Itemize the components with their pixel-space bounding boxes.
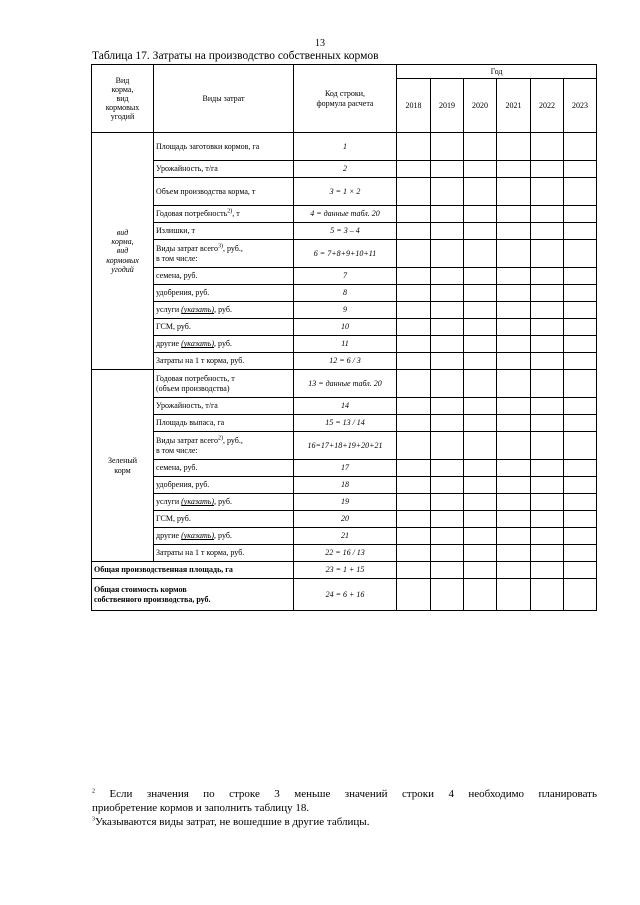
cost-type-name: ГСМ, руб. <box>154 319 294 336</box>
year-cell[interactable] <box>564 302 597 319</box>
row-code: 1 <box>294 133 397 161</box>
header-year-2022: 2022 <box>531 79 564 133</box>
row-code: 2 <box>294 161 397 178</box>
year-cell[interactable] <box>531 178 564 206</box>
year-cell[interactable] <box>497 302 531 319</box>
year-cell[interactable] <box>564 353 597 370</box>
year-cell[interactable] <box>464 460 497 477</box>
table-row <box>92 161 597 178</box>
year-cell[interactable] <box>531 370 564 398</box>
year-cell[interactable] <box>464 579 497 611</box>
year-cell[interactable] <box>464 545 497 562</box>
year-cell[interactable] <box>564 178 597 206</box>
total-name: Общая стоимость кормов собственного производства, руб. <box>92 579 294 611</box>
cost-type-name: услуги (указать), руб. <box>154 494 294 511</box>
year-cell[interactable] <box>464 477 497 494</box>
year-cell[interactable] <box>431 477 464 494</box>
year-cell[interactable] <box>431 268 464 285</box>
year-cell[interactable] <box>564 336 597 353</box>
row-code: 7 <box>294 268 397 285</box>
cost-type-name: удобрения, руб. <box>154 285 294 302</box>
table-row <box>92 268 597 285</box>
row-code: 22 = 16 / 13 <box>294 545 397 562</box>
cost-type-name: семена, руб. <box>154 268 294 285</box>
year-cell[interactable] <box>531 133 564 161</box>
year-cell[interactable] <box>397 268 431 285</box>
year-cell[interactable] <box>464 432 497 460</box>
group1-label: вид корма, вид кормовых угодий <box>92 133 154 370</box>
table-row <box>92 223 597 240</box>
year-cell[interactable] <box>431 460 464 477</box>
table-row <box>92 133 597 161</box>
table-row <box>92 336 597 353</box>
table-row <box>92 511 597 528</box>
year-cell[interactable] <box>431 302 464 319</box>
year-cell[interactable] <box>497 268 531 285</box>
year-cell[interactable] <box>564 415 597 432</box>
year-cell[interactable] <box>564 206 597 223</box>
year-cell[interactable] <box>531 302 564 319</box>
table-row <box>92 319 597 336</box>
year-cell[interactable] <box>564 477 597 494</box>
year-cell[interactable] <box>531 336 564 353</box>
year-cell[interactable] <box>397 285 431 302</box>
row-code: 19 <box>294 494 397 511</box>
year-cell[interactable] <box>497 133 531 161</box>
year-cell[interactable] <box>497 336 531 353</box>
year-cell[interactable] <box>531 579 564 611</box>
year-cell[interactable] <box>531 432 564 460</box>
footnotes <box>92 788 597 829</box>
year-cell[interactable] <box>564 494 597 511</box>
table-row <box>92 415 597 432</box>
cost-type-name: Затраты на 1 т корма, руб. <box>154 545 294 562</box>
year-cell[interactable] <box>464 268 497 285</box>
cost-type-name: Площадь заготовки кормов, га <box>154 133 294 161</box>
year-cell[interactable] <box>397 477 431 494</box>
year-cell[interactable] <box>431 579 464 611</box>
year-cell[interactable] <box>497 432 531 460</box>
year-cell[interactable] <box>531 477 564 494</box>
year-cell[interactable] <box>431 161 464 178</box>
year-cell[interactable] <box>497 460 531 477</box>
row-code: 5 = 3 – 4 <box>294 223 397 240</box>
year-cell[interactable] <box>397 415 431 432</box>
year-cell[interactable] <box>397 579 431 611</box>
year-cell[interactable] <box>531 528 564 545</box>
year-cell[interactable] <box>397 528 431 545</box>
header-year-group: Год <box>397 65 597 79</box>
row-code: 6 = 7+8+9+10+11 <box>294 240 397 268</box>
year-cell[interactable] <box>497 562 531 579</box>
row-code: 13 = данные табл. 20 <box>294 370 397 398</box>
year-cell[interactable] <box>497 477 531 494</box>
year-cell[interactable] <box>397 336 431 353</box>
year-cell[interactable] <box>464 206 497 223</box>
table-row <box>92 206 597 223</box>
year-cell[interactable] <box>531 353 564 370</box>
year-cell[interactable] <box>431 319 464 336</box>
year-cell[interactable] <box>564 319 597 336</box>
header-year-2020: 2020 <box>464 79 497 133</box>
year-cell[interactable] <box>431 511 464 528</box>
cost-type-name: удобрения, руб. <box>154 477 294 494</box>
year-cell[interactable] <box>397 133 431 161</box>
year-cell[interactable] <box>531 240 564 268</box>
year-cell[interactable] <box>397 206 431 223</box>
year-cell[interactable] <box>564 223 597 240</box>
year-cell[interactable] <box>431 133 464 161</box>
cost-type-name: Урожайность, т/га <box>154 398 294 415</box>
table-row <box>92 545 597 562</box>
table-row <box>92 432 597 460</box>
table-row <box>92 285 597 302</box>
row-code: 10 <box>294 319 397 336</box>
year-cell[interactable] <box>464 494 497 511</box>
year-cell[interactable] <box>397 370 431 398</box>
cost-type-name: Объем производства корма, т <box>154 178 294 206</box>
row-code: 4 = данные табл. 20 <box>294 206 397 223</box>
page-number: 13 <box>315 38 325 49</box>
year-cell[interactable] <box>564 398 597 415</box>
year-cell[interactable] <box>497 494 531 511</box>
header-year-2019: 2019 <box>431 79 464 133</box>
year-cell[interactable] <box>464 528 497 545</box>
year-cell[interactable] <box>397 302 431 319</box>
year-cell[interactable] <box>531 268 564 285</box>
year-cell[interactable] <box>397 178 431 206</box>
year-cell[interactable] <box>464 223 497 240</box>
row-code: 3 = 1 × 2 <box>294 178 397 206</box>
year-cell[interactable] <box>464 302 497 319</box>
year-cell[interactable] <box>564 133 597 161</box>
year-cell[interactable] <box>397 511 431 528</box>
year-cell[interactable] <box>531 161 564 178</box>
year-cell[interactable] <box>397 562 431 579</box>
footnote-3: $^3$Указываются виды затрат, не вошедшие в другие таблицы. <box>92 815 370 828</box>
table-row <box>92 398 597 415</box>
cost-type-name: семена, руб. <box>154 460 294 477</box>
year-cell[interactable] <box>464 133 497 161</box>
year-cell[interactable] <box>497 161 531 178</box>
row-code: 24 = 6 + 16 <box>294 579 397 611</box>
cost-type-name: Годовая потребность, т (объем производства) <box>154 370 294 398</box>
row-code: 18 <box>294 477 397 494</box>
year-cell[interactable] <box>531 494 564 511</box>
year-cell[interactable] <box>564 545 597 562</box>
year-cell[interactable] <box>464 178 497 206</box>
cost-type-name: другие (указать), руб. <box>154 336 294 353</box>
year-cell[interactable] <box>431 285 464 302</box>
year-cell[interactable] <box>497 545 531 562</box>
year-cell[interactable] <box>464 285 497 302</box>
row-code: 23 = 1 + 15 <box>294 562 397 579</box>
year-cell[interactable] <box>431 336 464 353</box>
row-code: 21 <box>294 528 397 545</box>
cost-type-name: Виды затрат всего$^{3)}$, руб., в том числе: <box>154 240 294 268</box>
year-cell[interactable] <box>564 579 597 611</box>
year-cell[interactable] <box>564 528 597 545</box>
costs-table <box>91 64 597 611</box>
year-cell[interactable] <box>464 336 497 353</box>
year-cell[interactable] <box>564 562 597 579</box>
table-row <box>92 240 597 268</box>
year-cell[interactable] <box>497 223 531 240</box>
year-cell[interactable] <box>464 415 497 432</box>
year-cell[interactable] <box>564 285 597 302</box>
year-cell[interactable] <box>564 370 597 398</box>
cost-type-name: Годовая потребность$^{2)}$, т <box>154 206 294 223</box>
year-cell[interactable] <box>464 353 497 370</box>
year-cell[interactable] <box>531 223 564 240</box>
year-cell[interactable] <box>531 460 564 477</box>
year-cell[interactable] <box>431 223 464 240</box>
year-cell[interactable] <box>531 545 564 562</box>
footnote-2: $^2$ Если значения по строке 3 меньше значений строки 4 необходимо планировать приобретение кормов и заполнить таблицу 18. <box>92 788 598 814</box>
year-cell[interactable] <box>431 353 464 370</box>
cost-type-name: Виды затрат всего$^{2)}$, руб., в том числе: <box>154 432 294 460</box>
year-cell[interactable] <box>497 579 531 611</box>
year-cell[interactable] <box>497 528 531 545</box>
year-cell[interactable] <box>497 178 531 206</box>
table-row <box>92 460 597 477</box>
year-cell[interactable] <box>531 511 564 528</box>
year-cell[interactable] <box>397 460 431 477</box>
cost-type-name: Затраты на 1 т корма, руб. <box>154 353 294 370</box>
year-cell[interactable] <box>397 494 431 511</box>
year-cell[interactable] <box>431 178 464 206</box>
year-cell[interactable] <box>564 161 597 178</box>
row-code: 14 <box>294 398 397 415</box>
row-code: 17 <box>294 460 397 477</box>
year-cell[interactable] <box>564 460 597 477</box>
row-code: 15 = 13 / 14 <box>294 415 397 432</box>
year-cell[interactable] <box>497 353 531 370</box>
year-cell[interactable] <box>564 432 597 460</box>
year-cell[interactable] <box>397 223 431 240</box>
year-cell[interactable] <box>531 415 564 432</box>
year-cell[interactable] <box>431 562 464 579</box>
year-cell[interactable] <box>531 562 564 579</box>
table-row <box>92 302 597 319</box>
year-cell[interactable] <box>497 511 531 528</box>
year-cell[interactable] <box>464 240 497 268</box>
year-cell[interactable] <box>397 161 431 178</box>
cost-type-name: ГСМ, руб. <box>154 511 294 528</box>
cost-type-name: услуги (указать), руб. <box>154 302 294 319</box>
year-cell[interactable] <box>431 370 464 398</box>
year-cell[interactable] <box>564 268 597 285</box>
year-cell[interactable] <box>431 206 464 223</box>
year-cell[interactable] <box>431 240 464 268</box>
year-cell[interactable] <box>464 398 497 415</box>
year-cell[interactable] <box>531 285 564 302</box>
table-row <box>92 579 597 611</box>
row-code: 12 = 6 / 3 <box>294 353 397 370</box>
year-cell[interactable] <box>497 415 531 432</box>
row-code: 8 <box>294 285 397 302</box>
year-cell[interactable] <box>397 545 431 562</box>
year-cell[interactable] <box>464 511 497 528</box>
cost-type-name: Площадь выпаса, га <box>154 415 294 432</box>
header-year-2018: 2018 <box>397 79 431 133</box>
year-cell[interactable] <box>497 285 531 302</box>
year-cell[interactable] <box>431 528 464 545</box>
total-name: Общая производственная площадь, га <box>92 562 294 579</box>
year-cell[interactable] <box>397 432 431 460</box>
group2-label: Зеленый корм <box>92 370 154 562</box>
year-cell[interactable] <box>464 319 497 336</box>
table-row <box>92 178 597 206</box>
cost-type-name: другие (указать), руб. <box>154 528 294 545</box>
row-code: 11 <box>294 336 397 353</box>
header-cost-types: Виды затрат <box>154 65 294 133</box>
year-cell[interactable] <box>564 511 597 528</box>
year-cell[interactable] <box>397 398 431 415</box>
year-cell[interactable] <box>564 240 597 268</box>
year-cell[interactable] <box>397 353 431 370</box>
year-cell[interactable] <box>531 206 564 223</box>
year-cell[interactable] <box>497 370 531 398</box>
year-cell[interactable] <box>497 206 531 223</box>
year-cell[interactable] <box>464 562 497 579</box>
year-cell[interactable] <box>431 415 464 432</box>
year-cell[interactable] <box>431 398 464 415</box>
table-row <box>92 353 597 370</box>
year-cell[interactable] <box>431 432 464 460</box>
header-year-2023: 2023 <box>564 79 597 133</box>
row-code: 16=17+18+19+20+21 <box>294 432 397 460</box>
year-cell[interactable] <box>531 319 564 336</box>
table-row <box>92 562 597 579</box>
year-cell[interactable] <box>464 370 497 398</box>
row-code: 20 <box>294 511 397 528</box>
year-cell[interactable] <box>531 398 564 415</box>
header-year-2021: 2021 <box>497 79 531 133</box>
year-cell[interactable] <box>431 494 464 511</box>
cost-type-name: Излишки, т <box>154 223 294 240</box>
header-code: Код строки, формула расчета <box>294 65 397 133</box>
table-title: Таблица 17. Затраты на производство собственных кормов <box>92 50 379 62</box>
year-cell[interactable] <box>431 545 464 562</box>
year-cell[interactable] <box>397 319 431 336</box>
year-cell[interactable] <box>397 240 431 268</box>
year-cell[interactable] <box>497 240 531 268</box>
year-cell[interactable] <box>464 161 497 178</box>
table-row <box>92 528 597 545</box>
row-code: 9 <box>294 302 397 319</box>
year-cell[interactable] <box>497 398 531 415</box>
table-row <box>92 477 597 494</box>
year-cell[interactable] <box>497 319 531 336</box>
header-kind: Вид корма, вид кормовых угодий <box>92 65 154 133</box>
table-row <box>92 370 597 398</box>
cost-type-name: Урожайность, т/га <box>154 161 294 178</box>
table-row <box>92 494 597 511</box>
